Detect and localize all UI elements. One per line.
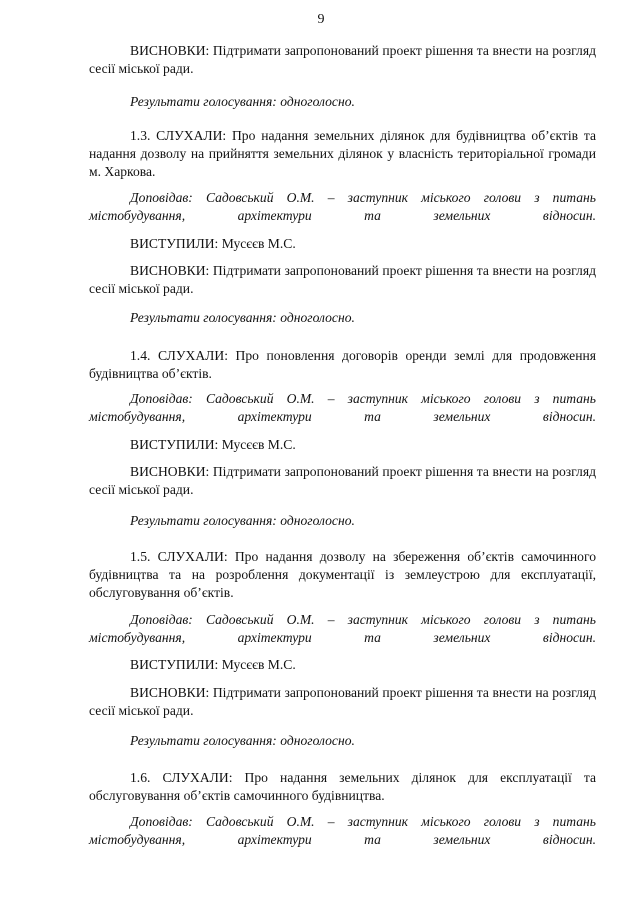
conclusions-paragraph: ВИСНОВКИ: Підтримати запропонований проект рішення та внести на розгляд сесії міської ради. (89, 464, 596, 497)
agenda-item-1-6: 1.6. СЛУХАЛИ: Про надання земельних ділянок для експлуатації та обслуговування об’єктів самочинного будівництва. (89, 770, 596, 803)
conclusions-paragraph: ВИСНОВКИ: Підтримати запропонований проект рішення та внести на розгляд сесії міської ради. (89, 263, 596, 296)
agenda-item-1-3: 1.3. СЛУХАЛИ: Про надання земельних ділянок для будівництва об’єктів та надання дозволу на прийняття земельних ділянок у власність територіальної громади м. Харкова. (89, 128, 596, 179)
page-number: 9 (317, 12, 325, 27)
speaker-paragraph: Доповідав: Садовський О.М. – заступник міського голови з питань містобудування, архітектури та земельних відносин. (89, 190, 596, 223)
speakers-line: ВИСТУПИЛИ: Мусєєв М.С. (130, 236, 296, 251)
speakers-line: ВИСТУПИЛИ: Мусєєв М.С. (130, 437, 296, 452)
conclusions-paragraph: ВИСНОВКИ: Підтримати запропонований проект рішення та внести на розгляд сесії міської ради. (89, 43, 596, 76)
speaker-paragraph: Доповідав: Садовський О.М. – заступник міського голови з питань містобудування, архітектури та земельних відносин. (89, 612, 596, 645)
voting-results: Результати голосування: одноголосно. (130, 513, 355, 528)
agenda-item-1-5: 1.5. СЛУХАЛИ: Про надання дозволу на збереження об’єктів самочинного будівництва та на розроблення документації із землеустрою для експлуатації, обслуговування об’єктів. (89, 549, 596, 600)
voting-results: Результати голосування: одноголосно. (130, 733, 355, 748)
speaker-paragraph: Доповідав: Садовський О.М. – заступник міського голови з питань містобудування, архітектури та земельних відносин. (89, 391, 596, 424)
speakers-line: ВИСТУПИЛИ: Мусєєв М.С. (130, 657, 296, 672)
speaker-paragraph: Доповідав: Садовський О.М. – заступник міського голови з питань містобудування, архітектури та земельних відносин. (89, 814, 596, 847)
conclusions-paragraph: ВИСНОВКИ: Підтримати запропонований проект рішення та внести на розгляд сесії міської ради. (89, 685, 596, 718)
voting-results: Результати голосування: одноголосно. (130, 94, 355, 109)
voting-results: Результати голосування: одноголосно. (130, 310, 355, 325)
agenda-item-1-4: 1.4. СЛУХАЛИ: Про поновлення договорів оренди землі для продовження будівництва об’єктів. (89, 348, 596, 381)
